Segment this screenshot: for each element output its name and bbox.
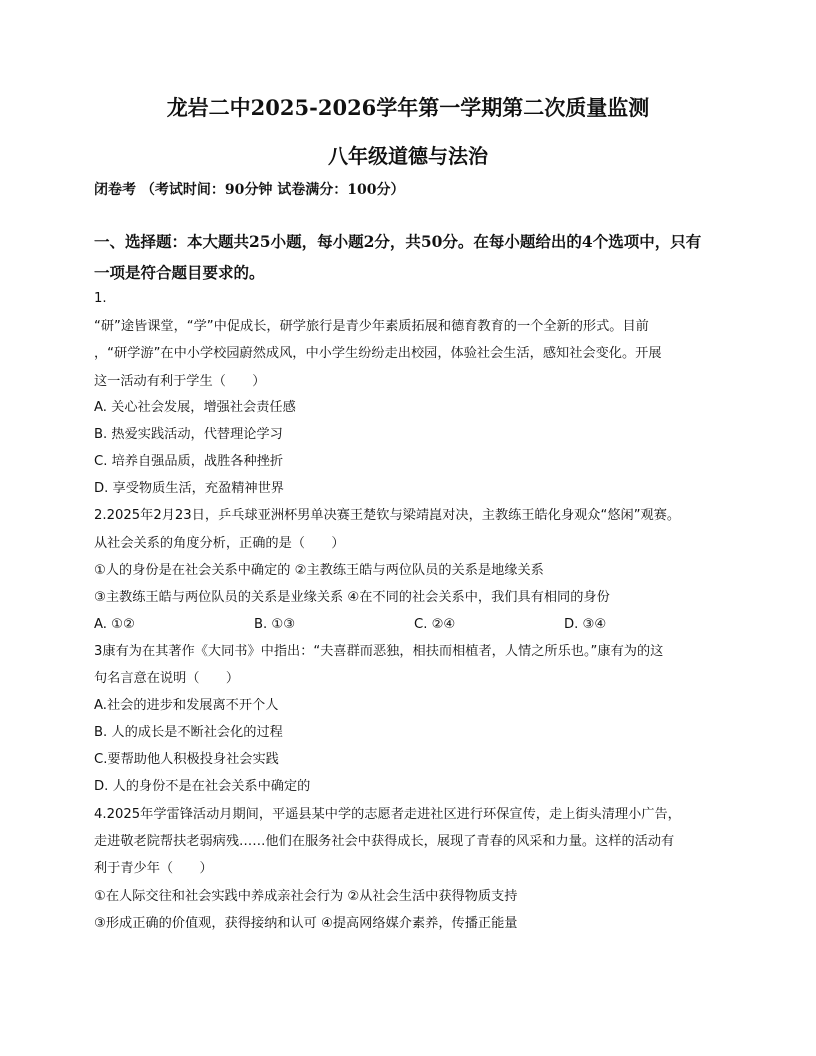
exam-info: 闭卷考 （考试时间：90分钟 试卷满分：100分） [94,182,405,198]
question-option: A.社会的进步和发展离不开个人 [94,698,279,713]
question-option: D. 人的身份不是在社会关系中确定的 [94,779,311,794]
section-heading-line: 一项是符合题目要求的。 [94,263,265,282]
question-option: A. ①② [94,617,135,632]
question-stem-line: ③主教练王皓与两位队员的关系是业缘关系 ④在不同的社会关系中，我们具有相同的身份 [94,590,610,605]
question-stem-line: ，“研学游”在中小学校园蔚然成风，中小学生纷纷走出校园，体验社会生活，感知社会变化。开展 [94,346,662,361]
question-stem-line: ①在人际交往和社会实践中养成亲社会行为 ②从社会生活中获得物质支持 [94,889,518,904]
question-stem-line: 4.2025年学雷锋活动月期间，平遥县某中学的志愿者走进社区进行环保宣传，走上街头清理小广告， [94,807,681,822]
question-option: B. 热爱实践活动，代替理论学习 [94,427,283,442]
question-stem-line: 从社会关系的角度分析，正确的是（ ） [94,536,345,551]
section-heading-line: 一、选择题：本大题共25小题，每小题2分，共50分。在每小题给出的4个选项中，只有 [94,232,702,251]
question-option: D. ③④ [564,617,607,632]
question-stem-line: ③形成正确的价值观，获得接纳和认可 ④提高网络媒介素养，传播正能量 [94,916,518,931]
question-option: C.要帮助他人积极投身社会实践 [94,752,279,767]
page-subtitle: 八年级道德与法治 [328,144,488,168]
question-stem-line: 2.2025年2月23日，乒乓球亚洲杯男单决赛王楚钦与梁靖崑对决，主教练王皓化身观众“悠闲”观赛。 [94,508,681,523]
question-option: C. 培养自强品质，战胜各种挫折 [94,454,284,469]
question-option: B. ①③ [254,617,296,632]
question-option: D. 享受物质生活，充盈精神世界 [94,481,284,496]
question-options-row [94,616,724,634]
question-stem-line: 走进敬老院帮扶老弱病残……他们在服务社会中获得成长，展现了青春的风采和力量。这样的活动有 [94,834,675,849]
question-stem-line: ①人的身份是在社会关系中确定的 ②主教练王皓与两位队员的关系是地缘关系 [94,563,544,578]
page-title: 龙岩二中2025-2026学年第一学期第二次质量监测 [166,95,650,120]
question-stem-line: “研”途皆课堂，“学”中促成长，研学旅行是青少年素质拓展和德育教育的一个全新的形式。目前 [94,319,649,334]
question-stem-line: 利于青少年（ ） [94,861,213,876]
section-heading [94,226,724,288]
question-stem-line: 这一活动有利于学生（ ） [94,374,266,389]
question-number: 1. [94,291,107,306]
question-option: A. 关心社会发展，增强社会责任感 [94,400,296,415]
question-option: B. 人的成长是不断社会化的过程 [94,725,283,740]
question-stem-line: 句名言意在说明（ ） [94,671,240,686]
question-option: C. ②④ [414,617,456,632]
question-stem-line: 3康有为在其著作《大同书》中指出：“夫喜群而恶独，相扶而相植者，人情之所乐也。”康有为的这 [94,644,664,659]
